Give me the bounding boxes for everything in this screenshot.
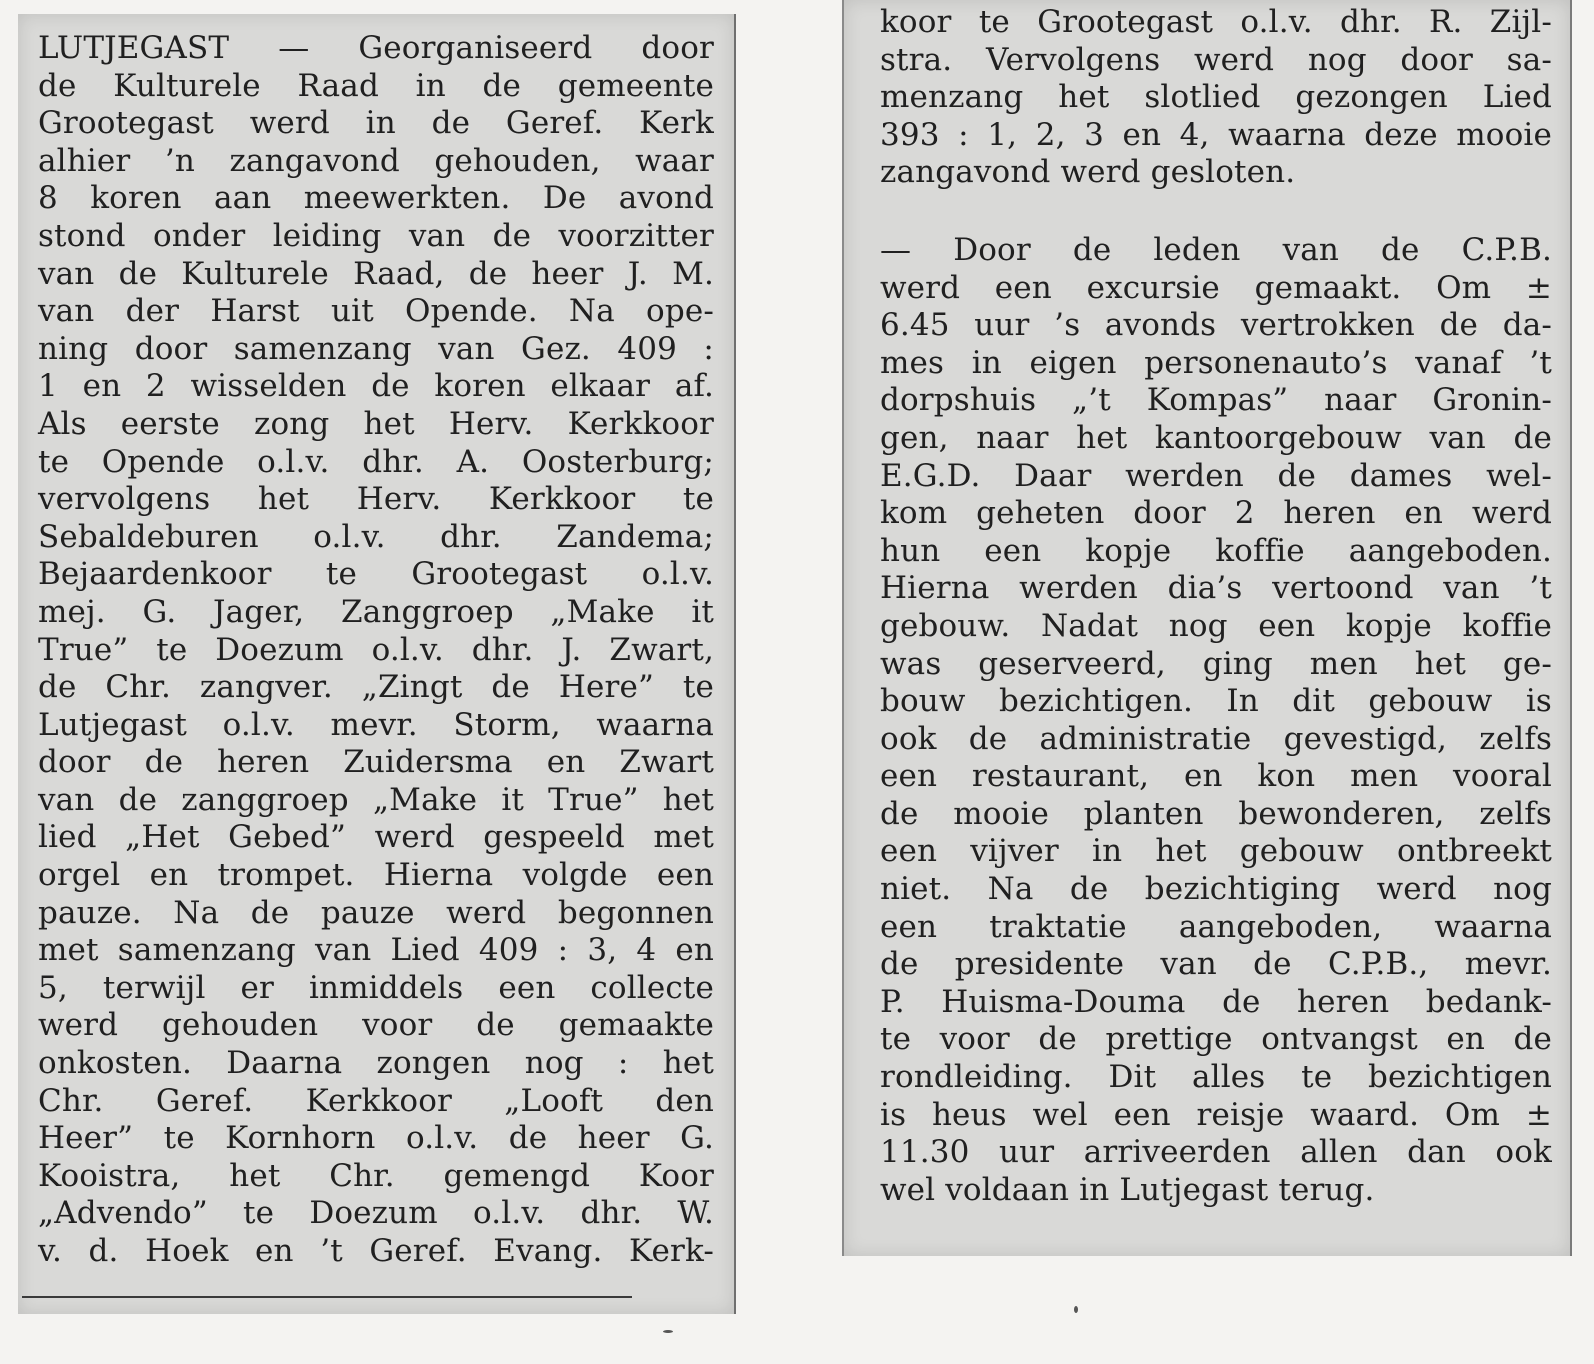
text-line: Chr. Geref. Kerkkoor „Looft den: [38, 1082, 714, 1119]
text-line: onkosten. Daarna zongen nog : het: [38, 1045, 714, 1082]
text-line: Lutjegast o.l.v. mevr. Storm, waarna: [38, 706, 714, 743]
paragraph-gap: [880, 192, 1552, 232]
text-line: niet. Na de bezichtiging werd nog: [880, 871, 1552, 908]
text-line: was geserveerd, ging men het ge-: [880, 645, 1552, 682]
text-line: 5, terwijl er inmiddels een collecte: [38, 969, 714, 1006]
text-line: is heus wel een reisje waard. Om ±: [880, 1096, 1552, 1133]
text-line: stra. Vervolgens werd nog door sa-: [880, 41, 1552, 78]
text-line: Heer” te Kornhorn o.l.v. de heer G.: [38, 1120, 714, 1157]
text-line: — Door de leden van de C.P.B.: [880, 231, 1552, 268]
text-line: Grootegast werd in de Geref. Kerk: [38, 105, 714, 142]
text-line: ning door samenzang van Gez. 409 :: [38, 330, 714, 367]
text-line: mes in eigen personenauto’s vanaf ’t: [880, 344, 1552, 381]
left-article-column: [38, 30, 714, 1271]
text-line: pauze. Na de pauze werd begonnen: [38, 894, 714, 931]
text-line: met samenzang van Lied 409 : 3, 4 en: [38, 932, 714, 969]
text-line: vervolgens het Herv. Kerkkoor te: [38, 481, 714, 518]
text-line: rondleiding. Dit alles te bezichtigen: [880, 1059, 1552, 1096]
text-line: „Advendo” te Doezum o.l.v. dhr. W.: [38, 1195, 714, 1232]
text-line: te Opende o.l.v. dhr. A. Oosterburg;: [38, 443, 714, 480]
text-line: Kooistra, het Chr. gemengd Koor: [38, 1157, 714, 1194]
text-line: een traktatie aangeboden, waarna: [880, 908, 1552, 945]
text-line: Als eerste zong het Herv. Kerkkoor: [38, 405, 714, 442]
text-line: een restaurant, en kon men vooral: [880, 758, 1552, 795]
text-line: gen, naar het kantoorgebouw van de: [880, 419, 1552, 456]
text-line: menzang het slotlied gezongen Lied: [880, 79, 1552, 116]
text-line: de Kulturele Raad in de gemeente: [38, 67, 714, 104]
text-line: Hierna werden dia’s vertoond van ’t: [880, 570, 1552, 607]
text-line: de mooie planten bewonderen, zelfs: [880, 795, 1552, 832]
right-article-column: [880, 4, 1552, 1209]
text-line: de Chr. zangver. „Zingt de Here” te: [38, 669, 714, 706]
text-line: 8 koren aan meewerkten. De avond: [38, 180, 714, 217]
column-end-rule: [22, 1296, 632, 1298]
text-line: True” te Doezum o.l.v. dhr. J. Zwart,: [38, 631, 714, 668]
paper-speck: [663, 1330, 673, 1333]
text-line: ook de administratie gevestigd, zelfs: [880, 720, 1552, 757]
paper-speck: [1074, 1306, 1078, 1313]
text-line: hun een kopje koffie aangeboden.: [880, 532, 1552, 569]
text-line: de presidente van de C.P.B., mevr.: [880, 946, 1552, 983]
text-line: zangavond werd gesloten.: [880, 154, 1296, 191]
text-line: bouw bezichtigen. In dit gebouw is: [880, 683, 1552, 720]
text-line: wel voldaan in Lutjegast terug.: [880, 1171, 1375, 1208]
text-line: lied „Het Gebed” werd gespeeld met: [38, 819, 714, 856]
text-line: door de heren Zuidersma en Zwart: [38, 744, 714, 781]
text-line: mej. G. Jager, Zanggroep „Make it: [38, 593, 714, 630]
text-line: E.G.D. Daar werden de dames wel-: [880, 457, 1552, 494]
text-line: dorpshuis „’t Kompas” naar Gronin-: [880, 382, 1552, 419]
text-line: 6.45 uur ’s avonds vertrokken de da-: [880, 307, 1552, 344]
text-line: van de Kulturele Raad, de heer J. M.: [38, 255, 714, 292]
text-line: Bejaardenkoor te Grootegast o.l.v.: [38, 556, 714, 593]
text-line: een vijver in het gebouw ontbreekt: [880, 833, 1552, 870]
text-line: van de zanggroep „Make it True” het: [38, 781, 714, 818]
text-line: v. d. Hoek en ’t Geref. Evang. Kerk-: [38, 1233, 714, 1269]
text-line: 393 : 1, 2, 3 en 4, waarna deze mooie: [880, 116, 1552, 153]
text-line: werd gehouden voor de gemaakte: [38, 1007, 714, 1044]
text-line: van der Harst uit Opende. Na ope-: [38, 293, 714, 330]
text-line: alhier ’n zangavond gehouden, waar: [38, 142, 714, 179]
text-line: werd een excursie gemaakt. Om ±: [880, 269, 1552, 306]
text-line: 1 en 2 wisselden de koren elkaar af.: [38, 368, 714, 405]
text-line: te voor de prettige ontvangst en de: [880, 1021, 1552, 1058]
text-line: stond onder leiding van de voorzitter: [38, 217, 714, 254]
text-line: gebouw. Nadat nog een kopje koffie: [880, 607, 1552, 644]
text-line: 11.30 uur arriveerden allen dan ook: [880, 1134, 1552, 1171]
text-line: LUTJEGAST — Georganiseerd door: [38, 30, 714, 66]
text-line: Sebaldeburen o.l.v. dhr. Zandema;: [38, 518, 714, 555]
text-line: orgel en trompet. Hierna volgde een: [38, 857, 714, 894]
text-line: koor te Grootegast o.l.v. dhr. R. Zijl-: [880, 4, 1552, 40]
text-line: kom geheten door 2 heren en werd: [880, 495, 1552, 532]
text-line: P. Huisma-Douma de heren bedank-: [880, 983, 1552, 1020]
